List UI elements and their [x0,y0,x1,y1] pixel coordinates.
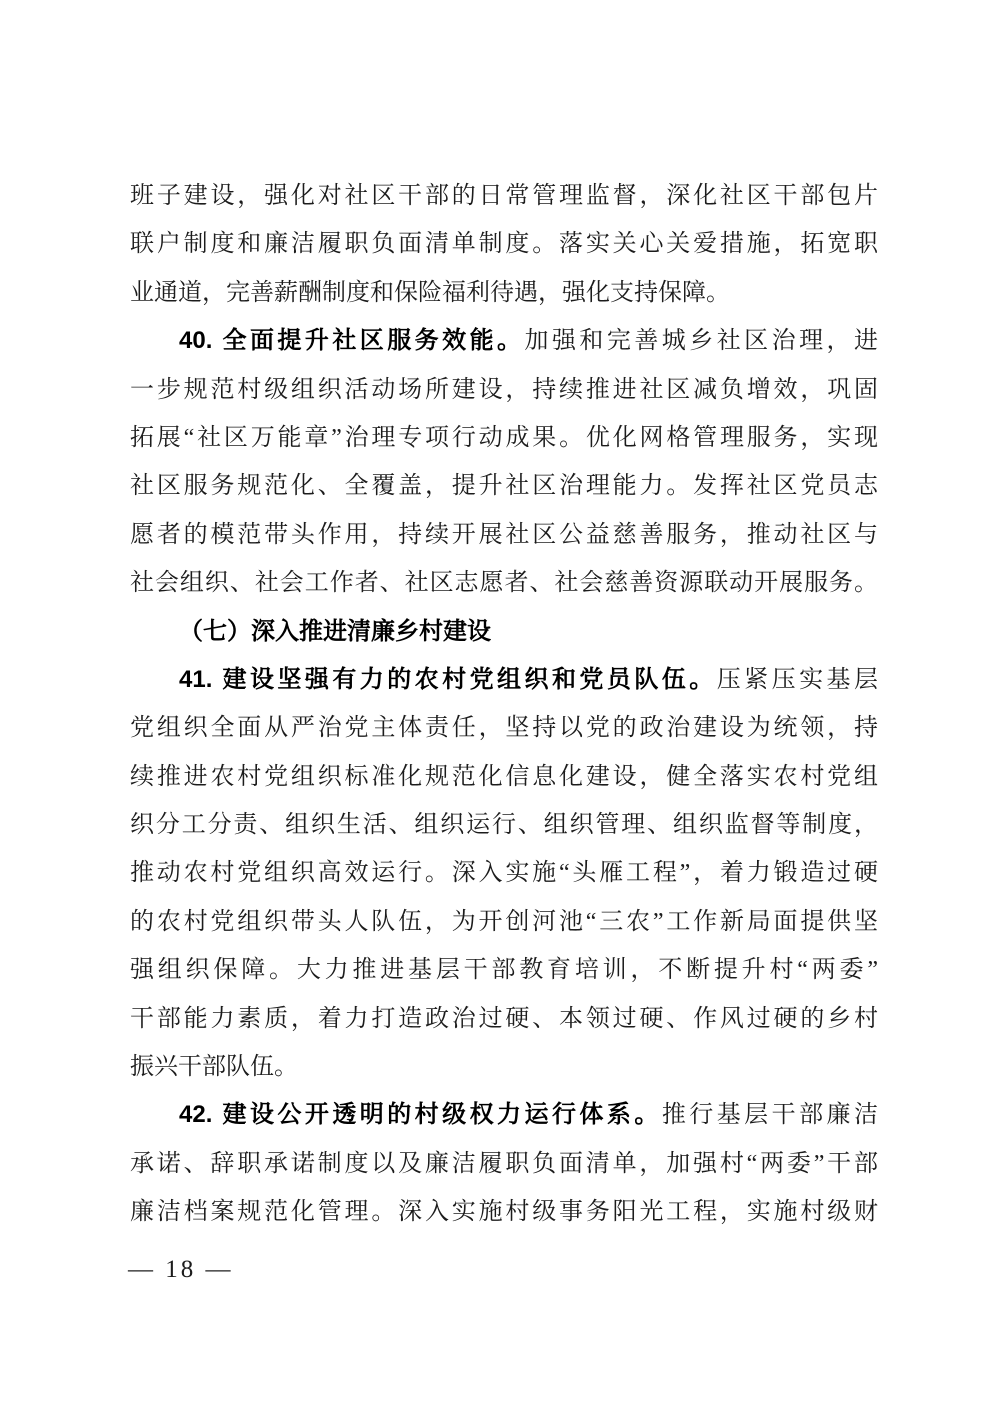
text-run: 织分工分责、组织生活、组织运行、组织管理、组织监督等制度， [130,812,878,839]
document-body [130,172,878,1237]
text-line [130,849,878,897]
text-run: 业通道，完善薪酬制度和保险福利待遇，强化支持保障。 [130,279,730,306]
text-line [130,946,878,994]
text-line-item-41 [130,656,878,704]
text-run: 振兴干部队伍。 [130,1054,298,1081]
text-run: 承诺、辞职承诺制度以及廉洁履职负面清单，加强村“两委”干部 [130,1150,878,1177]
text-run: 社区服务规范化、全覆盖，提升社区治理能力。发挥社区党员志 [130,473,878,500]
text-line [130,1140,878,1188]
text-run: 续推进农村党组织标准化规范化信息化建设，健全落实农村党组 [130,763,878,790]
page-footer [128,1252,234,1288]
item-40-heading-run: 40. 全面提升社区服务效能。 [179,327,525,355]
section-heading-7 [130,608,878,656]
text-line [130,462,878,510]
text-run: 压紧压实基层 [716,666,878,693]
text-line [130,220,878,268]
text-line [130,511,878,559]
item-42-heading-run: 42. 建设公开透明的村级权力运行体系。 [179,1101,662,1129]
text-line [130,559,878,607]
text-line [130,172,878,220]
item-41-heading-run: 41. 建设坚强有力的农村党组织和党员队伍。 [179,665,717,693]
text-run: 加强和完善城乡社区治理，进 [524,328,878,355]
text-line [130,898,878,946]
text-run: 一步规范村级组织活动场所建设，持续推进社区减负增效，巩固 [130,376,878,403]
text-line [130,753,878,801]
text-run: 愿者的模范带头作用，持续开展社区公益慈善服务，推动社区与 [130,521,878,548]
text-line-item-40 [130,317,878,365]
page-number: — 18 — [128,1256,234,1283]
text-run: 强组织保障。大力推进基层干部教育培训，不断提升村“两委” [130,957,878,984]
text-line [130,1043,878,1091]
text-line [130,995,878,1043]
text-line [130,704,878,752]
text-run: 拓展“社区万能章”治理专项行动成果。优化网格管理服务，实现 [130,424,878,451]
text-run: 推动农村党组织高效运行。深入实施“头雁工程”，着力锻造过硬 [130,860,878,887]
text-line [130,1188,878,1236]
text-run: 班子建设，强化对社区干部的日常管理监督，深化社区干部包片 [130,183,878,209]
text-line [130,366,878,414]
text-line-item-42 [130,1091,878,1139]
text-run: 党组织全面从严治党主体责任，坚持以党的政治建设为统领，持 [130,715,878,742]
text-run: 廉洁档案规范化管理。深入实施村级事务阳光工程，实施村级财 [130,1199,878,1226]
text-line [130,414,878,462]
text-line [130,269,878,317]
section-heading-run: （七）深入推进清廉乡村建设 [179,617,491,645]
text-run: 推行基层干部廉洁 [661,1102,878,1129]
text-run: 社会组织、社会工作者、社区志愿者、社会慈善资源联动开展服务。 [130,570,878,597]
text-run: 干部能力素质，着力打造政治过硬、本领过硬、作风过硬的乡村 [130,1005,878,1032]
text-run: 联户制度和廉洁履职负面清单制度。落实关心关爱措施，拓宽职 [130,231,878,258]
text-line [130,801,878,849]
text-run: 的农村党组织带头人队伍，为开创河池“三农”工作新局面提供坚 [130,908,878,935]
